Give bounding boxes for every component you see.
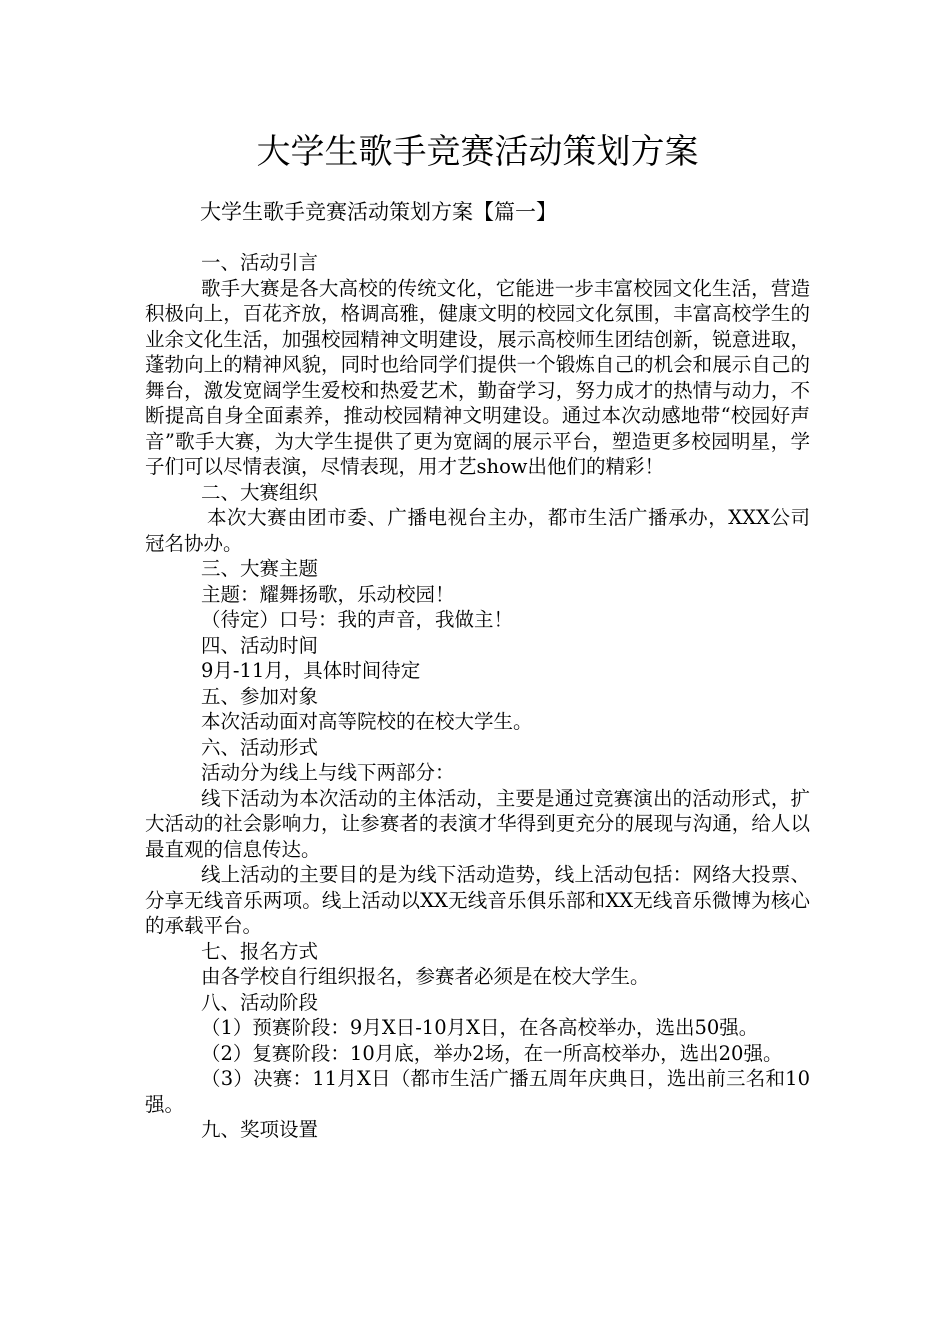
paragraph-online: 线上活动的主要目的是为线下活动造势，线上活动包括：网络大投票、分享无线音乐两项。线上活动以XX无线音乐俱乐部和XX无线音乐微博为核心的承载平台。 bbox=[145, 863, 810, 937]
paragraph-stage-semifinal: （2）复赛阶段：10月底，举办2场，在一所高校举办，选出20强。 bbox=[201, 1041, 783, 1065]
paragraph-format: 活动分为线上与线下两部分： bbox=[201, 761, 455, 784]
section-heading-theme: 三、大赛主题 bbox=[201, 557, 319, 580]
document-page bbox=[145, 0, 810, 1344]
paragraph-slogan: （待定）口号：我的声音，我做主！ bbox=[201, 608, 514, 631]
section-heading-format: 六、活动形式 bbox=[201, 735, 319, 759]
section-heading-time: 四、活动时间 bbox=[201, 633, 319, 657]
document-body bbox=[145, 250, 810, 1143]
paragraph-theme: 主题：耀舞扬歌，乐动校园！ bbox=[201, 582, 455, 606]
paragraph-stage-final: （3）决赛：11月X日（都市生活广播五周年庆典日，选出前三名和10强。 bbox=[145, 1067, 810, 1116]
paragraph-time: 9月-11月，具体时间待定 bbox=[201, 659, 421, 682]
section-heading-awards: 九、奖项设置 bbox=[201, 1118, 319, 1141]
section-heading-organization: 二、大赛组织 bbox=[201, 480, 319, 504]
section-heading-registration: 七、报名方式 bbox=[201, 939, 319, 963]
paragraph-introduction: 歌手大赛是各大高校的传统文化，它能进一步丰富校园文化生活，营造积极向上，百花齐放，格调高雅，健康文明的校园文化氛围，丰富高校学生的业余文化生活，加强校园精神文明建设，展示高校师生团结创新，锐意进取，蓬勃向上的精神风貌，同时也给同学们提供一个锻炼自己的机会和展示自己的舞台，激发宽阔学生爱校和热爱艺术，勤奋学习，努力成才的热情与动力，不断提高自身全面素养，推动校园精神文明建设。通过本次动感地带“校园好声音”歌手大赛，为大学生提供了更为宽阔的展示平台，塑造更多校园明星，学子们可以尽情表演，尽情表现，用才艺show出他们的精彩！ bbox=[145, 276, 810, 478]
section-heading-participants: 五、参加对象 bbox=[201, 684, 319, 708]
section-heading-stages: 八、活动阶段 bbox=[201, 990, 319, 1014]
paragraph-participants: 本次活动面对高等院校的在校大学生。 bbox=[201, 710, 533, 733]
document-subtitle: 大学生歌手竞赛活动策划方案【篇一】 bbox=[200, 200, 557, 224]
paragraph-organization: 本次大赛由团市委、广播电视台主办，都市生活广播承办，XXX公司冠名协办。 bbox=[145, 506, 810, 555]
section-heading-introduction: 一、活动引言 bbox=[201, 251, 319, 274]
document-title: 大学生歌手竞赛活动策划方案 bbox=[256, 132, 699, 172]
paragraph-offline: 线下活动为本次活动的主体活动，主要是通过竞赛演出的活动形式，扩大活动的社会影响力，让参赛者的表演才华得到更充分的展现与沟通，给人以最直观的信息传达。 bbox=[145, 786, 810, 861]
paragraph-registration: 由各学校自行组织报名，参赛者必须是在校大学生。 bbox=[201, 965, 650, 988]
paragraph-stage-preliminary: （1）预赛阶段：9月X日-10月X日，在各高校举办，选出50强。 bbox=[201, 1016, 759, 1039]
